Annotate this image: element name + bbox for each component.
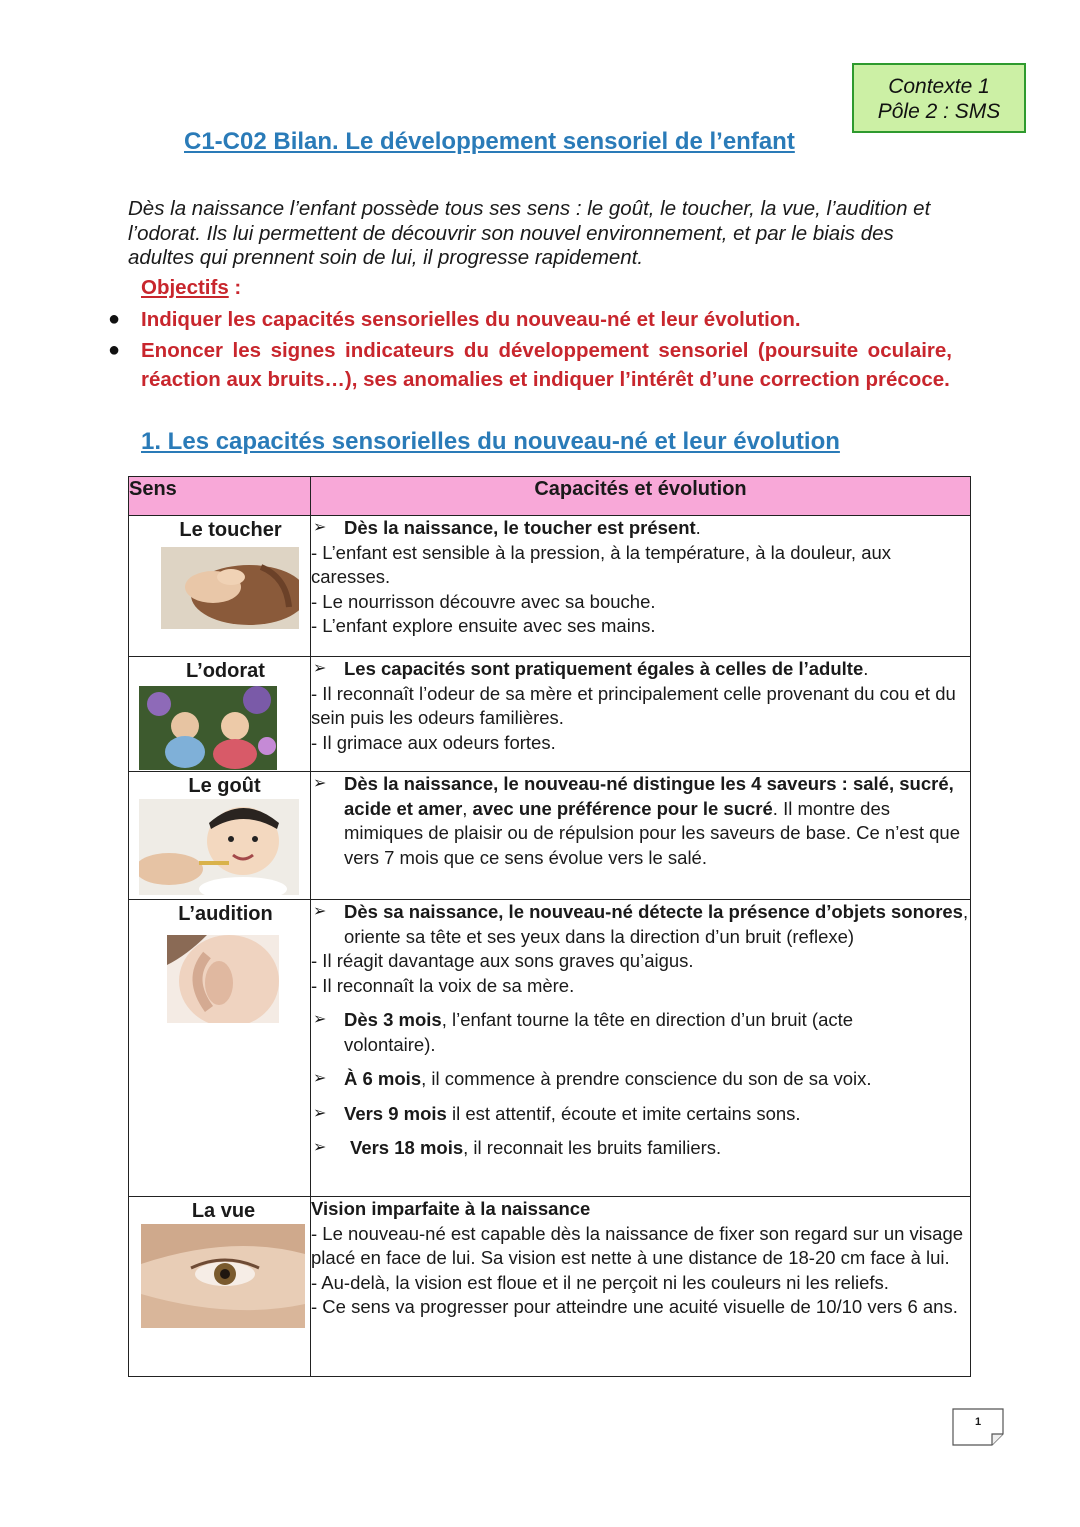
objectifs-label bbox=[141, 276, 241, 300]
sense-cell bbox=[129, 772, 311, 900]
capacity-line: - L’enfant est sensible à la pression, à la température, à la douleur, aux caresses. bbox=[311, 541, 892, 587]
audition-step bbox=[311, 1136, 970, 1161]
arrow-bullet-icon: ➢ bbox=[313, 660, 327, 677]
capacity-heading-end: . bbox=[695, 517, 701, 538]
arrow-bullet-icon: ➢ bbox=[313, 1104, 327, 1122]
capacity-heading-text: Dès la naissance, le toucher est présent bbox=[344, 517, 696, 538]
capacity-text bbox=[311, 772, 970, 870]
page-title: C1-C02 Bilan. Le développement sensoriel de l’enfant bbox=[184, 128, 795, 155]
arrow-bullet-icon: ➢ bbox=[313, 1070, 327, 1087]
sense-name-toucher: Le toucher bbox=[179, 519, 282, 541]
step-bold: Vers 9 mois bbox=[344, 1102, 447, 1124]
arrow-bullet-icon: ➢ bbox=[313, 775, 327, 792]
sense-name-vue: La vue bbox=[191, 1200, 256, 1222]
capacity-line: - Le nouveau-né est capable dès la naissance de fixer son regard sur un visage placé en face de lui. Sa vision est nette à une distance de 18-20 cm face à lui. bbox=[311, 1222, 964, 1268]
table-header-row bbox=[129, 477, 971, 516]
objective-text: Enoncer les signes indicateurs du développement sensoriel (poursuite oculaire, réaction aux bruits…), ses anomalies et indiquer l’intérêt d’une correction précoce. bbox=[141, 339, 952, 391]
sense-name-audition: L’audition bbox=[178, 903, 273, 925]
photo-baby-ear bbox=[167, 935, 279, 1023]
gout-rest: . Il montre des mimiques de plaisir ou de répulsion pour les saveurs de base. Ce n’est que vers 7 mois que ce sens évolue vers le salé. bbox=[344, 797, 960, 868]
sense-cell bbox=[129, 1197, 311, 1377]
capacity-line: - Il reconnaît la voix de sa mère. bbox=[311, 974, 575, 996]
objectives-list bbox=[108, 305, 952, 396]
photo-baby-eating bbox=[139, 799, 299, 895]
header-capacites: Capacités et évolution bbox=[311, 477, 971, 516]
sense-cell bbox=[129, 516, 311, 657]
step-bold: À 6 mois bbox=[344, 1068, 422, 1089]
arrow-bullet-icon: ➢ bbox=[313, 1011, 327, 1028]
capacity-line: - Au-delà, la vision est floue et il ne perçoit ni les couleurs ni les reliefs. bbox=[311, 1271, 889, 1293]
capacity-heading-text: Les capacités sont pratiquement égales à celles de l’adulte bbox=[344, 658, 864, 679]
audition-head-rest: , oriente sa tête et ses yeux dans la direction d’un bruit (reflexe) bbox=[344, 901, 969, 947]
objectifs-label-text: Objectifs bbox=[141, 276, 229, 299]
page-number bbox=[952, 1408, 1004, 1446]
objectifs-colon: : bbox=[228, 276, 242, 299]
capacity-cell bbox=[311, 657, 971, 772]
intro-paragraph: Dès la naissance l’enfant possède tous ses sens : le goût, le toucher, la vue, l’audition et l’odorat. Ils lui permettent de découvrir son nouvel environnement, et par le biais des adultes qui prennent soin de lui, il progresse rapidement. bbox=[128, 197, 931, 269]
table-row bbox=[129, 657, 971, 772]
photo-babies-flowers bbox=[139, 686, 277, 770]
capacity-cell bbox=[311, 900, 971, 1197]
capacity-heading bbox=[311, 516, 970, 541]
audition-step bbox=[311, 1067, 970, 1092]
objective-item bbox=[108, 336, 952, 394]
context-line-2: Pôle 2 : SMS bbox=[877, 100, 1001, 123]
arrow-bullet-icon: ➢ bbox=[313, 519, 327, 536]
capacity-heading bbox=[311, 657, 970, 682]
bullet-icon: ● bbox=[108, 308, 121, 330]
capacity-line: - Le nourrisson découvre avec sa bouche. bbox=[311, 590, 656, 612]
gout-bold-2: avec une préférence pour le sucré bbox=[472, 797, 773, 819]
table-row bbox=[129, 900, 971, 1197]
context-box bbox=[852, 63, 1026, 133]
step-bold: Dès 3 mois bbox=[344, 1009, 442, 1030]
capacity-heading-end: . bbox=[863, 658, 869, 679]
capacity-line: - Il grimace aux odeurs fortes. bbox=[311, 731, 556, 753]
objective-item bbox=[108, 305, 952, 334]
arrow-bullet-icon: ➢ bbox=[313, 903, 327, 920]
audition-step bbox=[311, 1102, 970, 1127]
table-row bbox=[129, 516, 971, 657]
capacity-line: - Ce sens va progresser pour atteindre une acuité visuelle de 10/10 vers 6 ans. bbox=[311, 1296, 958, 1317]
objective-text: Indiquer les capacités sensorielles du nouveau-né et leur évolution. bbox=[141, 308, 801, 331]
sense-cell bbox=[129, 657, 311, 772]
capacity-line: - Il reconnaît l’odeur de sa mère et principalement celle provenant du cou et du sein puis les odeurs familières. bbox=[311, 682, 956, 728]
photo-hands-touch bbox=[161, 547, 299, 629]
audition-head-bold: Dès sa naissance, le nouveau-né détecte la présence d’objets sonores bbox=[344, 901, 963, 922]
capacity-heading bbox=[311, 900, 970, 949]
step-rest: , il reconnait les bruits familiers. bbox=[463, 1137, 722, 1158]
capacity-line: - L’enfant explore ensuite avec ses mains. bbox=[311, 615, 656, 636]
photo-baby-eye bbox=[141, 1224, 305, 1328]
header-sens: Sens bbox=[129, 477, 311, 516]
context-line-1: Contexte 1 bbox=[888, 75, 990, 98]
capacity-cell bbox=[311, 772, 971, 900]
arrow-bullet-icon: ➢ bbox=[313, 1139, 327, 1156]
gout-sep: , bbox=[462, 797, 473, 819]
capacity-line: - Il réagit davantage aux sons graves qu’aigus. bbox=[311, 950, 694, 971]
page-number-text: 1 bbox=[974, 1416, 982, 1428]
capacity-cell bbox=[311, 1197, 971, 1377]
sense-cell bbox=[129, 900, 311, 1197]
senses-table bbox=[128, 476, 971, 1377]
step-rest: , il commence à prendre conscience du son de sa voix. bbox=[421, 1068, 872, 1089]
audition-step bbox=[311, 1008, 864, 1057]
table-row bbox=[129, 1197, 971, 1377]
section-title: 1. Les capacités sensorielles du nouveau-né et leur évolution bbox=[141, 428, 840, 455]
step-rest: il est attentif, écoute et imite certains sons. bbox=[446, 1102, 801, 1124]
bullet-icon: ● bbox=[108, 339, 121, 361]
table-row bbox=[129, 772, 971, 900]
step-rest: , l’enfant tourne la tête en direction d’un bruit (acte volontaire). bbox=[344, 1009, 854, 1055]
sense-name-gout: Le goût bbox=[188, 775, 261, 797]
sense-name-odorat: L’odorat bbox=[186, 660, 265, 682]
step-bold: Vers 18 mois bbox=[350, 1137, 464, 1158]
capacity-cell bbox=[311, 516, 971, 657]
gout-bold-1: Dès la naissance, le nouveau-né distingue les 4 saveurs : salé, sucré, acide et amer bbox=[344, 773, 954, 819]
vue-heading: Vision imparfaite à la naissance bbox=[311, 1198, 591, 1219]
